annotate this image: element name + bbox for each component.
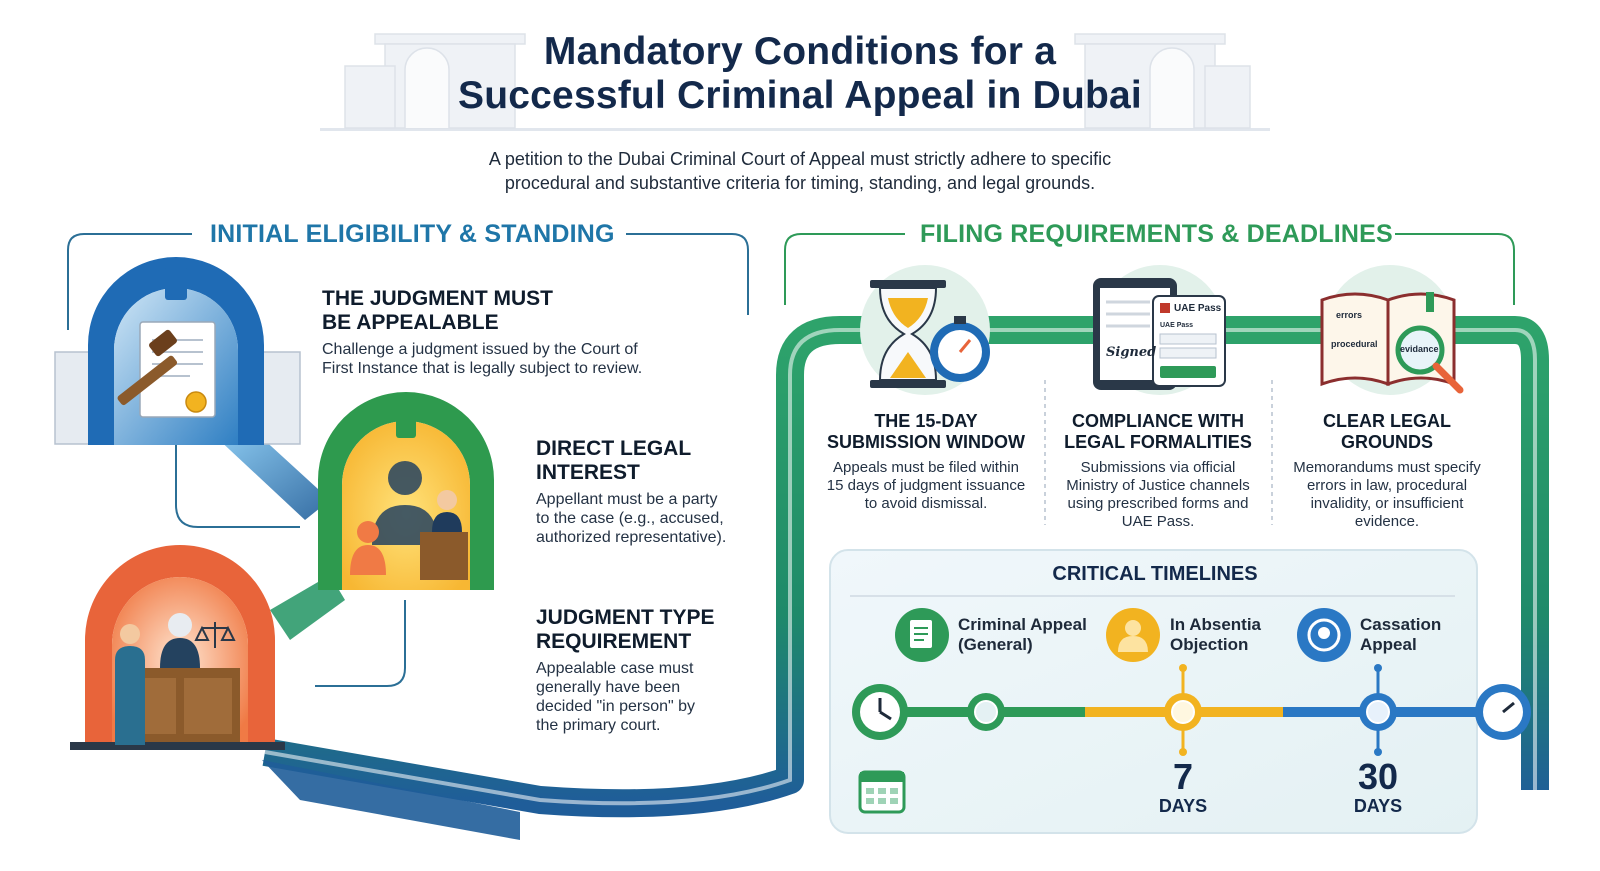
tablet-form-illustration <box>1093 265 1225 395</box>
column-text-line: using prescribed forms and <box>1067 495 1249 512</box>
book-label-errors: errors <box>1336 310 1363 320</box>
item-heading-line: THE JUDGMENT MUST <box>322 287 553 310</box>
column-heading-line: GROUNDS <box>1340 432 1433 452</box>
blue-path <box>215 436 330 520</box>
column-heading-legal-grounds <box>1280 411 1494 453</box>
item-text-line: Appealable case must <box>536 660 694 677</box>
column-text-line: Appeals must be filed within <box>833 459 1019 476</box>
book-label-procedural: procedural <box>1331 339 1378 349</box>
column-text-line: invalidity, or insufficient <box>1310 495 1464 512</box>
column-text-line: UAE Pass. <box>1121 513 1195 530</box>
page-title-line-2: Successful Criminal Appeal in Dubai <box>458 74 1142 117</box>
column-heading-line: THE 15-DAY <box>874 411 978 431</box>
uae-pass-field-label: UAE Pass <box>1160 322 1194 329</box>
item-text-judgment-type <box>536 659 736 735</box>
timeline-label-line: Objection <box>1170 635 1249 654</box>
page-subtitle <box>420 147 1180 195</box>
timeline-unit-cassation: DAYS <box>1353 796 1403 816</box>
column-text-line: Ministry of Justice channels <box>1066 477 1250 494</box>
uae-pass-header-label: UAE Pass <box>1174 303 1222 314</box>
timeline-unit-in-absentia: DAYS <box>1158 796 1208 816</box>
timeline-title: CRITICAL TIMELINES <box>1052 563 1258 585</box>
page-subtitle-line-1: A petition to the Dubai Criminal Court of Appeal must strictly adhere to specific <box>488 149 1112 169</box>
courthouse-arch-green <box>318 392 494 590</box>
column-heading-line: CLEAR LEGAL <box>1323 411 1451 431</box>
column-text-line: 15 days of judgment issuance <box>826 477 1026 494</box>
item-text-line: the primary court. <box>536 717 661 734</box>
page-title <box>400 30 1200 118</box>
item-text-line: generally have been <box>536 679 681 696</box>
courthouse-arch-orange <box>70 545 285 750</box>
column-text-legal-grounds <box>1280 459 1494 531</box>
section-title-eligibility: INITIAL ELIGIBILITY & STANDING <box>210 220 615 248</box>
hourglass-stopwatch-illustration <box>860 265 990 395</box>
column-text-15-day <box>815 459 1037 513</box>
timeline-label-criminal-appeal <box>958 615 1087 655</box>
column-heading-formalities <box>1050 411 1266 453</box>
item-heading-line: REQUIREMENT <box>536 630 692 653</box>
timeline-label-line: Criminal Appeal <box>958 615 1087 634</box>
page-title-line-1: Mandatory Conditions for a <box>543 30 1057 73</box>
book-label-evidence: evidance <box>1400 344 1439 354</box>
column-heading-line: COMPLIANCE WITH <box>1072 411 1244 431</box>
timeline-label-line: Appeal <box>1360 635 1417 654</box>
item-heading-legal-interest <box>536 437 691 485</box>
column-heading-line: LEGAL FORMALITIES <box>1064 432 1252 452</box>
column-heading-15-day <box>815 411 1037 453</box>
timeline-label-line: In Absentia <box>1170 615 1261 634</box>
column-text-line: Memorandums must specify <box>1293 459 1481 476</box>
item-text-line: First Instance that is legally subject to review. <box>322 360 643 377</box>
section-title-filing: FILING REQUIREMENTS & DEADLINES <box>920 220 1393 248</box>
signature-text: Signed <box>1106 345 1157 360</box>
page-subtitle-line-2: procedural and substantive criteria for timing, standing, and legal grounds. <box>504 173 1096 193</box>
item-text-line: Appellant must be a party <box>536 491 718 508</box>
column-text-line: to avoid dismissal. <box>864 495 988 512</box>
column-heading-line: SUBMISSION WINDOW <box>827 432 1025 452</box>
item-text-line: to the case (e.g., accused, <box>536 510 724 527</box>
column-text-formalities <box>1050 459 1266 531</box>
item-text-line: Challenge a judgment issued by the Court of <box>322 341 638 358</box>
item-heading-line: JUDGMENT TYPE <box>536 606 715 629</box>
timeline-label-line: Cassation <box>1360 615 1442 634</box>
item-heading-line: DIRECT LEGAL <box>536 437 692 460</box>
item-heading-appealable <box>322 287 553 335</box>
item-heading-line: INTEREST <box>536 461 640 484</box>
timeline-value-cassation: 30 <box>1357 756 1399 797</box>
item-text-line: decided "in person" by <box>536 698 696 715</box>
calendar-icon <box>860 772 904 812</box>
item-heading-line: BE APPEALABLE <box>322 311 499 334</box>
column-text-line: errors in law, procedural <box>1306 477 1468 494</box>
item-heading-judgment-type <box>536 606 715 654</box>
open-book-illustration <box>1322 265 1460 395</box>
timeline-value-in-absentia: 7 <box>1172 756 1194 797</box>
timeline-label-cassation <box>1360 615 1441 655</box>
item-text-legal-interest <box>536 490 756 547</box>
item-text-appealable <box>322 340 682 378</box>
timeline-label-line: (General) <box>958 635 1033 654</box>
item-text-line: authorized representative). <box>536 529 727 546</box>
timeline-label-in-absentia <box>1170 615 1261 655</box>
courthouse-arch-blue <box>55 257 300 445</box>
column-text-line: evidence. <box>1354 513 1420 530</box>
column-text-line: Submissions via official <box>1080 459 1236 476</box>
